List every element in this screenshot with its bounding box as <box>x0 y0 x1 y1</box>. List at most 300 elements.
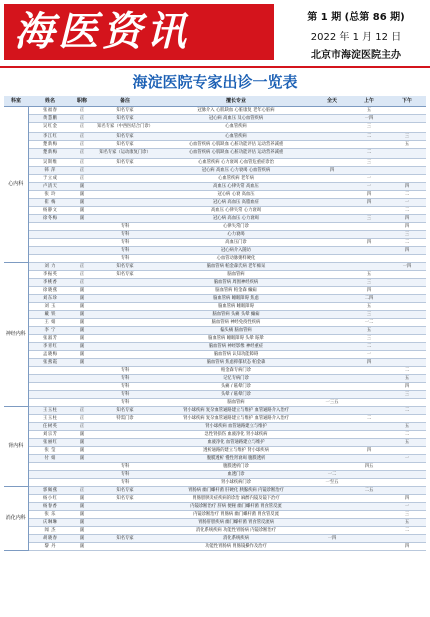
morning-slot <box>350 431 388 439</box>
afternoon-slot: 二 <box>388 191 426 199</box>
masthead-banner <box>4 4 274 60</box>
doctor-note <box>92 287 158 295</box>
all-day-slot <box>314 231 350 239</box>
afternoon-slot <box>388 415 426 423</box>
all-day-slot <box>314 375 350 383</box>
doctor-note: 知名专家 <box>92 141 158 149</box>
afternoon-slot <box>388 279 426 287</box>
doctor-name: 任树英 <box>28 423 72 431</box>
all-day-slot <box>314 191 350 199</box>
doctor-note: 专科 <box>92 255 158 263</box>
doctor-note: 专科 <box>92 479 158 487</box>
doctor-title: 副 <box>72 519 92 527</box>
doctor-note <box>92 527 158 535</box>
afternoon-slot: 二 <box>388 367 426 375</box>
doctor-note: 特需门诊 <box>92 415 158 423</box>
morning-slot: 二 <box>350 415 388 423</box>
all-day-slot <box>314 351 350 359</box>
table-row <box>4 191 426 199</box>
doctor-name: 楚新梅 <box>28 141 72 149</box>
table-row <box>4 247 426 255</box>
doctor-title: 副 <box>72 319 92 327</box>
table-row <box>4 487 426 495</box>
table-row <box>4 159 426 167</box>
doctor-specialty: 头晕 / 眩晕门诊 <box>158 391 314 399</box>
doctor-note <box>92 183 158 191</box>
doctor-name: 韩 萍 <box>28 167 72 175</box>
all-day-slot <box>314 123 350 133</box>
afternoon-slot <box>388 107 426 115</box>
table-row <box>4 519 426 527</box>
table-row <box>4 199 426 207</box>
doctor-title <box>72 231 92 239</box>
schedule-table-container <box>4 96 426 615</box>
doctor-note: 知名专家 <box>92 487 158 495</box>
afternoon-slot: 一 <box>388 503 426 511</box>
doctor-name: 王玉柱 <box>28 407 72 415</box>
table-row <box>4 479 426 487</box>
col-header-name: 姓名 <box>28 96 72 107</box>
morning-slot: 二五 <box>350 487 388 495</box>
afternoon-slot: 五 <box>388 375 426 383</box>
afternoon-slot: 五 <box>388 141 426 149</box>
morning-slot <box>350 207 388 215</box>
doctor-note: 专科 <box>92 399 158 407</box>
doctor-note: 专科 <box>92 239 158 247</box>
doctor-name: 闻 杰 <box>28 527 72 535</box>
doctor-title: 正 <box>72 487 92 495</box>
doctor-note: 知名专家（中西医结合门诊） <box>92 123 158 133</box>
morning-slot: 一 <box>350 183 388 191</box>
all-day-slot <box>314 391 350 399</box>
doctor-note <box>92 327 158 335</box>
afternoon-slot <box>388 335 426 343</box>
all-day-slot <box>314 327 350 335</box>
department-cell: 心内科 <box>4 107 28 263</box>
all-day-slot <box>314 279 350 287</box>
afternoon-slot: 四 <box>388 183 426 191</box>
all-day-slot <box>314 133 350 141</box>
doctor-specialty: 记忆专病门诊 <box>158 375 314 383</box>
doctor-specialty: 脑血管病 帕金森 癫痫 <box>158 287 314 295</box>
table-row <box>4 231 426 239</box>
doctor-note <box>92 167 158 175</box>
doctor-specialty: 脑血管病 神经影像 神经重症 <box>158 343 314 351</box>
all-day-slot <box>314 543 350 551</box>
doctor-title: 正 <box>72 423 92 431</box>
afternoon-slot <box>388 479 426 487</box>
doctor-title: 副 <box>72 335 92 343</box>
doctor-specialty: 心血管疾病 <box>158 133 314 141</box>
doctor-name <box>28 471 72 479</box>
doctor-specialty: 冠心病 高血压 心力衰竭 <box>158 215 314 223</box>
col-header-afternoon: 下午 <box>388 96 426 107</box>
doctor-specialty: 冠心病 高血压 及心血管疾病 <box>158 115 314 123</box>
doctor-specialty: 胃肠胆胰炎症疾病的诊治 麻醉内镜及镜下治疗 <box>158 495 314 503</box>
morning-slot <box>350 479 388 487</box>
afternoon-slot <box>388 115 426 123</box>
doctor-title: 副 <box>72 287 92 295</box>
doctor-specialty: 血液净化 血管通路建立与维护 <box>158 439 314 447</box>
doctor-title: 正 <box>72 159 92 167</box>
doctor-note: 专科 <box>92 471 158 479</box>
doctor-specialty: 脑血管病 睡眠障碍 <box>158 303 314 311</box>
doctor-name <box>28 391 72 399</box>
doctor-title <box>72 247 92 255</box>
doctor-specialty: 脑血管病 睡眠障碍 头晕 眩晕 <box>158 335 314 343</box>
afternoon-slot <box>388 311 426 319</box>
doctor-note: 知名专家 <box>92 159 158 167</box>
all-day-slot <box>314 415 350 423</box>
table-row <box>4 255 426 263</box>
morning-slot <box>350 383 388 391</box>
doctor-specialty: 高血压 心律失常 心力衰竭 <box>158 207 314 215</box>
department-cell: 消化内科 <box>4 487 28 551</box>
table-header <box>4 96 426 107</box>
doctor-specialty: 脑血管病 <box>158 271 314 279</box>
doctor-title: 副 <box>72 351 92 359</box>
morning-slot: 三 <box>350 159 388 167</box>
doctor-name: 郭佩燕 <box>28 487 72 495</box>
department-cell: 肾内科 <box>4 407 28 487</box>
doctor-title <box>72 223 92 231</box>
table-row <box>4 527 426 535</box>
doctor-title <box>72 399 92 407</box>
doctor-name: 李桃香 <box>28 279 72 287</box>
masthead-title: 海医资讯 <box>14 8 190 55</box>
table-row <box>4 455 426 463</box>
doctor-name: 崔 梅 <box>28 199 72 207</box>
doctor-specialty: 脑血管病 <box>158 399 314 407</box>
morning-slot <box>350 511 388 519</box>
table-row <box>4 239 426 247</box>
doctor-note: 知名专家 <box>92 133 158 141</box>
doctor-title: 副 <box>72 215 92 223</box>
afternoon-slot <box>388 287 426 295</box>
doctor-specialty: 心血管疾病 <box>158 123 314 133</box>
table-row <box>4 439 426 447</box>
doctor-name: 张 玲 <box>28 191 72 199</box>
afternoon-slot <box>388 167 426 175</box>
doctor-name <box>28 375 72 383</box>
doctor-specialty: 肾小球疾病 复杂血管通路建立与维护 血管通路介入治疗 <box>158 407 314 415</box>
afternoon-slot <box>388 399 426 407</box>
doctor-specialty: 冠心病 高血压 高脂血症 <box>158 199 314 207</box>
afternoon-slot <box>388 271 426 279</box>
doctor-title: 副 <box>72 527 92 535</box>
doctor-specialty: 心血管疾病 心力衰竭 心血管危重症诊治 <box>158 159 314 167</box>
table-row <box>4 471 426 479</box>
doctor-name: 胡晓春 <box>28 535 72 543</box>
table-row <box>4 431 426 439</box>
doctor-note: 知名专家 <box>92 115 158 123</box>
morning-slot <box>350 375 388 383</box>
table-row <box>4 287 426 295</box>
table-row <box>4 351 426 359</box>
doctor-name <box>28 255 72 263</box>
table-row <box>4 415 426 423</box>
doctor-name: 张 乐 <box>28 511 72 519</box>
all-day-slot <box>314 463 350 471</box>
doctor-specialty: 脑血管病 焦虑抑郁状态 帕金森 <box>158 359 314 367</box>
morning-slot: 三 <box>350 123 388 133</box>
doctor-title: 正 <box>72 123 92 133</box>
doctor-specialty: 脑血管病 头痛 头晕 癫痫 <box>158 311 314 319</box>
all-day-slot <box>314 319 350 327</box>
doctor-name <box>28 367 72 375</box>
afternoon-slot <box>388 159 426 167</box>
doctor-note <box>92 303 158 311</box>
morning-slot: 五 <box>350 303 388 311</box>
doctor-note <box>92 175 158 183</box>
afternoon-slot <box>388 255 426 263</box>
doctor-specialty: 内镜诊断治疗 胃肠病 幽门螺杆菌 胃食管反流 <box>158 511 314 519</box>
doctor-name: 李 宁 <box>28 327 72 335</box>
doctor-name: 李青红 <box>28 343 72 351</box>
doctor-name: 徐晓燕 <box>28 287 72 295</box>
doctor-specialty: 高血压 心律失常 高血压 <box>158 183 314 191</box>
table-row <box>4 511 426 519</box>
morning-slot: 二 <box>350 149 388 159</box>
morning-slot: 三 <box>350 335 388 343</box>
all-day-slot <box>314 407 350 415</box>
afternoon-slot: 三 <box>388 133 426 141</box>
all-day-slot <box>314 215 350 223</box>
doctor-note: 知名专家 <box>92 495 158 503</box>
all-day-slot <box>314 439 350 447</box>
afternoon-slot: 三 <box>388 391 426 399</box>
afternoon-slot: 四 <box>388 247 426 255</box>
morning-slot: 一四 <box>350 115 388 123</box>
table-row <box>4 383 426 391</box>
doctor-specialty: 消化系统疾病 功能性胃肠病 内镜诊断治疗 <box>158 527 314 535</box>
doctor-title: 正 <box>72 141 92 149</box>
morning-slot: 三 <box>350 215 388 223</box>
doctor-name: 李振英 <box>28 271 72 279</box>
morning-slot: 三 <box>350 311 388 319</box>
doctor-note: 专科 <box>92 367 158 375</box>
doctor-specialty: 腹膜透析门诊 <box>158 463 314 471</box>
doctor-specialty: 冠心病 心衰 高血压 <box>158 191 314 199</box>
morning-slot <box>350 223 388 231</box>
doctor-title <box>72 255 92 263</box>
doctor-specialty: 脑血管病 神经免疫性疾病 <box>158 319 314 327</box>
doctor-title <box>72 463 92 471</box>
doctor-title: 副 <box>72 295 92 303</box>
table-row <box>4 463 426 471</box>
issue-sponsor: 北京市海淀医院主办 <box>311 50 401 61</box>
afternoon-slot <box>388 447 426 455</box>
morning-slot <box>350 439 388 447</box>
doctor-name: 王 娟 <box>28 319 72 327</box>
doctor-name: 张福春 <box>28 107 72 115</box>
doctor-specialty: 胃肠病 幽门螺杆菌 肝硬化 胰腺疾病 内镜诊断治疗 <box>158 487 314 495</box>
doctor-title: 正 <box>72 279 92 287</box>
morning-slot <box>350 367 388 375</box>
doctor-title <box>72 239 92 247</box>
afternoon-slot <box>388 123 426 133</box>
doctor-title: 副 <box>72 199 92 207</box>
doctor-specialty: 脑血管病 认知功能障碍 <box>158 351 314 359</box>
doctor-name: 杨静文 <box>28 207 72 215</box>
all-day-slot <box>314 287 350 295</box>
afternoon-slot <box>388 149 426 159</box>
morning-slot <box>350 167 388 175</box>
doctor-title: 正 <box>72 167 92 175</box>
morning-slot <box>350 231 388 239</box>
department-cell: 神经内科 <box>4 263 28 407</box>
doctor-note: 专科 <box>92 383 158 391</box>
doctor-name: 刘宗芳 <box>28 431 72 439</box>
doctor-note: 专科 <box>92 231 158 239</box>
morning-slot: 四 <box>350 447 388 455</box>
morning-slot <box>350 503 388 511</box>
doctor-specialty: 脑血管病 睡眠障碍 焦虑 <box>158 295 314 303</box>
doctor-note <box>92 431 158 439</box>
col-header-department: 科室 <box>4 96 28 107</box>
afternoon-slot <box>388 327 426 335</box>
afternoon-slot: 五 <box>388 439 426 447</box>
doctor-title: 副 <box>72 207 92 215</box>
all-day-slot <box>314 223 350 231</box>
all-day-slot <box>314 239 350 247</box>
all-day-slot <box>314 503 350 511</box>
all-day-slot <box>314 295 350 303</box>
doctor-name: 张 莹 <box>28 447 72 455</box>
doctor-name: 刘东珍 <box>28 295 72 303</box>
doctor-note: 专科 <box>92 391 158 399</box>
doctor-name: 吴红金 <box>28 123 72 133</box>
all-day-slot <box>314 383 350 391</box>
table-row <box>4 271 426 279</box>
morning-slot <box>350 527 388 535</box>
afternoon-slot: 二 <box>388 407 426 415</box>
table-row <box>4 183 426 191</box>
masthead-divider <box>0 66 430 68</box>
doctor-title: 正 <box>72 133 92 141</box>
morning-slot: 二 <box>350 133 388 141</box>
doctor-title: 正 <box>72 263 92 271</box>
doctor-name <box>28 479 72 487</box>
afternoon-slot <box>388 487 426 495</box>
doctor-specialty: 心血管疾病 心肌缺血 心脏功能评估 运动营养减重 <box>158 141 314 149</box>
issue-date: 2022 年 1 月 12 日 <box>310 32 402 43</box>
doctor-note <box>92 343 158 351</box>
doctor-specialty: 高血压门诊 <box>158 239 314 247</box>
all-day-slot <box>314 487 350 495</box>
doctor-note <box>92 295 158 303</box>
table-row <box>4 279 426 287</box>
doctor-title: 正 <box>72 407 92 415</box>
afternoon-slot <box>388 535 426 543</box>
doctor-specialty: 腹膜透析 慢性肾衰竭 腹膜透析 <box>158 455 314 463</box>
doctor-name: 杨春香 <box>28 503 72 511</box>
morning-slot: 四 <box>350 239 388 247</box>
doctor-specialty: 心血管疾病 心肌缺血 心脏功能评估 运动营养减重 <box>158 149 314 159</box>
doctor-title <box>72 383 92 391</box>
afternoon-slot <box>388 463 426 471</box>
afternoon-slot: 三 <box>388 511 426 519</box>
table-row <box>4 375 426 383</box>
morning-slot: 一 <box>350 351 388 359</box>
doctor-title: 副 <box>72 439 92 447</box>
doctor-specialty: 血透门诊 <box>158 471 314 479</box>
doctor-specialty: 偏头痛 脑血管病 <box>158 327 314 335</box>
afternoon-slot: 四 <box>388 223 426 231</box>
table-body <box>4 107 426 551</box>
doctor-title <box>72 375 92 383</box>
morning-slot: 五 <box>350 107 388 115</box>
doctor-note: 知名专家 <box>92 271 158 279</box>
doctor-title: 正 <box>72 175 92 183</box>
all-day-slot <box>314 263 350 271</box>
doctor-note <box>92 311 158 319</box>
doctor-note: 专科 <box>92 223 158 231</box>
doctor-name: 于立成 <box>28 175 72 183</box>
afternoon-slot: 一 <box>388 455 426 463</box>
morning-slot <box>350 471 388 479</box>
morning-slot <box>350 141 388 149</box>
doctor-note <box>92 191 158 199</box>
table-row <box>4 107 426 115</box>
doctor-title <box>72 391 92 399</box>
all-day-slot <box>314 115 350 123</box>
morning-slot: 二四 <box>350 295 388 303</box>
doctor-name: 张淑芳 <box>28 335 72 343</box>
table-row <box>4 367 426 375</box>
doctor-specialty: 冠脉介入 心肌缺血 心脏康复 老年心脏病 <box>158 107 314 115</box>
morning-slot <box>350 247 388 255</box>
doctor-specialty: 心律失常门诊 <box>158 223 314 231</box>
morning-slot <box>350 455 388 463</box>
morning-slot: 三 <box>350 279 388 287</box>
doctor-note <box>92 359 158 367</box>
afternoon-slot: 二 <box>388 239 426 247</box>
doctor-note: 知名专家 <box>92 535 158 543</box>
doctor-name: 庆琳琳 <box>28 519 72 527</box>
doctor-note: 知名专家（运动康复门诊） <box>92 149 158 159</box>
doctor-note: 专科 <box>92 463 158 471</box>
doctor-title <box>72 471 92 479</box>
doctor-name <box>28 231 72 239</box>
doctor-specialty: 透析通路的建立与维护 肾小球疾病 <box>158 447 314 455</box>
morning-slot <box>350 543 388 551</box>
afternoon-slot: 五 <box>388 423 426 431</box>
col-header-all-day: 全天 <box>314 96 350 107</box>
doctor-title <box>72 367 92 375</box>
morning-slot: 二 <box>350 343 388 351</box>
doctor-specialty: 冠心病介入随访 <box>158 247 314 255</box>
doctor-title: 正 <box>72 271 92 279</box>
all-day-slot: 一二 <box>314 471 350 479</box>
afternoon-slot: 四 <box>388 383 426 391</box>
doctor-title: 副 <box>72 327 92 335</box>
morning-slot: 四 <box>350 359 388 367</box>
doctor-name: 黄慧鹏 <box>28 115 72 123</box>
doctor-name <box>28 247 72 255</box>
doctor-title: 副 <box>72 311 92 319</box>
all-day-slot <box>314 511 350 519</box>
morning-slot <box>350 255 388 263</box>
table-row <box>4 343 426 351</box>
doctor-name: 孟晓梅 <box>28 351 72 359</box>
doctor-specialty: 心血管疾病 老年病 <box>158 175 314 183</box>
doctor-note <box>92 503 158 511</box>
all-day-slot: 四 <box>314 167 350 175</box>
doctor-name: 吴斯维 <box>28 159 72 167</box>
afternoon-slot: 四 <box>388 543 426 551</box>
doctor-note: 专科 <box>92 247 158 255</box>
